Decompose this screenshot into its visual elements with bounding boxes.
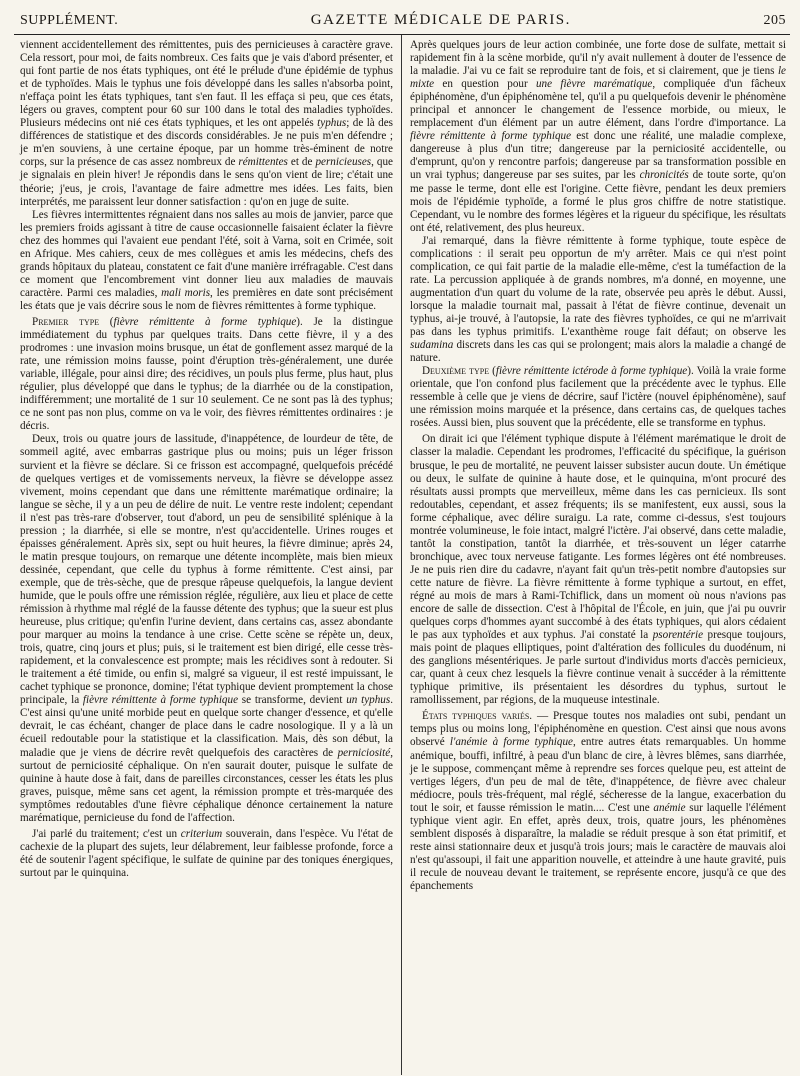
- section-heading: États typhiques variés.: [422, 710, 533, 723]
- body-text: et de: [287, 156, 316, 169]
- body-text: ). Je la distingue immédiatement du typhus par quelques traits. Dans cette fièvre, il y a des prodromes : une invasion moins brusque, un état de gonflement assez marqué de la rate, une rémission moins fausse, point d'éruption très-généralement, une durée variable, illégale, pour ainsi dire; des récidives, un pouls plus ferme, plus haut, plus régulier, plus développé que dans le typhus; de la diarrhée ou de la constipation, indifféremment; une mortalité de 1 sur 10 seulement. Ce ne sont pas là des typhus; ce ne sont pas non plus, comme on va le voir, des fièvres rémittentes ordinaires : je décris.: [20, 315, 393, 433]
- section-heading: Premier type: [32, 315, 100, 328]
- italic-text: anémie: [653, 801, 686, 814]
- body-text: , les premières en date sont précisément les états que je vais décrire sous le nom de fièvres rémittentes à forme typhique.: [20, 286, 393, 312]
- italic-text: l'anémie à forme typhique: [449, 736, 573, 749]
- italic-text: une fièvre marématique: [535, 78, 653, 91]
- supplement-label: SUPPLÉMENT.: [20, 13, 119, 28]
- body-text: se transforme, devient: [238, 694, 347, 707]
- italic-text: perniciosité: [337, 746, 391, 759]
- body-text: , compliquée d'un fâcheux épiphénomène, d'un épiphénomène tel, qu'il a pu quelquefois devenir le phénomène principal et annoncer le changement de l'essence morbide, ou mieux, le remplacement d'un élément par un autre élément, dans l'ordre d'importance. La: [410, 78, 786, 130]
- body-text: , que je signalais en plein hiver! Je répondis dans le sens qu'on vient de lire; c'était une théorie; j'eus, je crois, l'avantage de faire admettre mes idées. Les faits, bien interprétés, me paraissent leur donner satisfaction : qu'on en juge de suite.: [20, 156, 393, 208]
- paragraph: [410, 710, 786, 893]
- body-text: , entre autres états remarquables. Un homme anémique, bouffi, infiltré, à peau d'un blanc de cire, à lèvres blêmes, sans diarrhée, je le suppose, commençant même à reprendre ses forces quelque peu, est atteint de vertiges légers, d'un peu de mal de tête, d'inappétence, de fièvre avec chaleur médiocre, pouls très-fréquent, mal réglé, sécheresse de la langue, exacerbation du tout le soir, et fausse rémission le matin.... C'est une: [410, 736, 786, 814]
- body-text: ; de là des différences de statistique et des discords considérables. Je ne puis m'en défendre ; je m'en souviens, à une certaine époque, par un homme très-éminent de notre corps, sur la présence de cas assez nombreux de: [20, 117, 393, 169]
- section-heading: Deuxième type: [422, 365, 490, 378]
- body-text: souverain, dans l'espèce. Vu l'état de cachexie de la plupart des sujets, leur délabrement, leur faiblesse profonde, force a été de soutenir l'agent spécifique, le sulfate de quinine par des toniques énergiques, surtout par le quinquina.: [20, 827, 393, 879]
- paragraph: [20, 433, 393, 824]
- body-text: J'ai remarqué, dans la fièvre rémittente à forme typhique, toute espèce de complications : il serait peu opportun de m'y arrêter. Mais ce qui n'est point complication, ce qui fait partie de la maladie elle-même, c'est la tuméfaction de la rate. La percussion appliquée à de grands nombres, m'a donné, en moyenne, une augmentation d'un quart du volume de la rate, observée peu après le début. Aussi, lorsque la maladie tournait mal, passait à l'état de fièvre continue, devenait un typhus, ai-je trouvé, à l'autopsie, la rate des fièvres typhoïdes, ce qui ne m'arrivait pas dans les typhus primitifs. L'exanthème rouge fait défaut; on observe les: [410, 234, 786, 339]
- paragraph: [410, 433, 786, 707]
- italic-text: mali moris: [161, 286, 211, 299]
- body-text: (: [99, 315, 114, 328]
- paragraph: [20, 828, 393, 880]
- paragraph: [410, 39, 786, 235]
- body-text: viennent accidentellement des rémittentes, puis des pernicieuses à caractère grave. Cela ressort, pour moi, de faits nombreux. Ces faits que je vais d'abord présenter, et qui font partie de nos états typhiques, ont été le prélude d'une épidémie de typhus et de typhoïdes. Mais le typhus une fois développé dans les salles n'absorba point, n'effaça point les états typhiques, tant s'en faut. Il les effaça si peu, que ces états, légers ou graves, comptent pour 60 sur 100 dans le total des maladies typhoïdes. Plusieurs médecins ont nié ces états typhiques, et les ont appelés: [20, 39, 393, 130]
- italic-text: fièvre rémittente à forme typhique: [82, 694, 239, 707]
- article-columns: [14, 35, 790, 1075]
- body-text: Les fièvres intermittentes régnaient dans nos salles au mois de janvier, parce que les premiers froids agissant à titre de cause occasionnelle faisaient éclater la fièvre chez des hommes qui l'avaient eue pendant l'été, soit à Varna, soit en Crimée, soit en Afrique. Mes cahiers, ceux de mes collègues et amis les médecins, chefs des grands hôpitaux du plateau, constatent ce fait d'une manière irréfragable. C'est dans ce moment que l'encombrement vint donner lieu aux maladies de mauvais caractère. Parmi ces maladies,: [20, 208, 393, 299]
- italic-text: fièvre rémittente ictérode à forme typhique: [495, 365, 688, 378]
- body-text: ). Voilà la vraie forme orientale, que l'on confond plus facilement que la précédente avec le typhus. Elle ressemble à celle que je viens de décrire, sauf l'ictère (nouvel épiphénomène), sauf une rémission moins marquée et la présence, dans certains cas, de quelques taches rosées. Aussi bien, plus souvent que la précédente, elle se transforme en typhus.: [410, 365, 786, 430]
- body-text: discrets dans les cas qui se prolongent; mais alors la maladie a changé de nature.: [410, 339, 786, 365]
- body-text: On dirait ici que l'élément typhique dispute à l'élément marématique le droit de classer la maladie. Cependant les prodromes, l'efficacité du spécifique, la guérison brusque, le peu de mortalité, ne peuvent laisser subsister aucun doute. Un émétique ou deux, le sulfate de quinine à haute dose, et le quinquina, m'ont procuré des résultats aussi prompts que merveilleux, même dans les cas pernicieux. Ils sont redoutables, cependant, et assez fréquents; ils se manifestent, eux aussi, sous la forme céphalique, avec délire suraigu. La rate, comme ci-dessus, s'est toujours montrée volumineuse, le foie intact, malgré l'ictère. J'ai observé, dans cette maladie, tantôt la constipation, tantôt la diarrhée, et très-souvent un léger catarrhe bronchique, avec toux nerveuse fatigante. Les formes légères ont été nombreuses. Je ne puis rien dire du cadavre, n'ayant fait qu'un très-petit nombre d'autopsies sur cette nature de fièvre. La fièvre rémittente à forme typhique a surtout, en effet, régné au mois de mars à Rami-Tchiflick, dans un moment où nous n'avions pas encore de salle de dissection. C'est à l'hôpital de l'École, en juin, que j'ai pu ouvrir quelques corps d'hommes ayant succombé à des états typhiques, qui alors cédaient le pas aux typhoïdes et aux typhus. J'ai constaté la: [410, 433, 786, 642]
- body-text: sur laquelle l'élément typhique vient agir. En effet, après deux, trois, quatre jours, les phénomènes semblent disposés à disparaître, la maladie se réduit presque à son état primitif, et reste ainsi stationnaire deux et jusqu'à trois jours; mais le caractère de mauvais aloi n'est qu'assoupi, il fait une apparition nouvelle, et atteindre à une haute gravité, puis il recule de nouveau devant le traitement, se représente encore, jusqu'à ce que des épanchements: [410, 801, 786, 892]
- italic-text: un typhus: [346, 694, 391, 707]
- body-text: est donc une réalité, une maladie complexe, dangereuse à plus d'un titre; dangereuse par la perniciosité accidentelle, ou d'emprunt, qu'on y rencontre parfois; dangereuse par sa transformation possible en un vrai typhus; dangereuse par ses suites, par les: [410, 130, 786, 182]
- italic-text: typhus: [317, 117, 347, 130]
- italic-text: pernicieuses: [315, 156, 372, 169]
- body-text: en question pour: [434, 78, 536, 91]
- body-text: de toute sorte, qu'on me passe le terme, dont elle est l'origine. Cette fièvre, pendant les deux premiers mois de l'épidémie typhoïde, a formé le plus gros chiffre de notre statistique. Cependant, vu le nombre des formes légères et la rigueur du spécifique, les résultats ont été, relativement, des plus heureux.: [410, 169, 786, 234]
- body-text: Deux, trois ou quatre jours de lassitude, d'inappétence, de lourdeur de tête, de sommeil agité, avec embarras gastrique plus ou moins; puis un léger frisson survient et la fièvre se déclare. Si ce frisson est accompagné, quelquefois précédé de quelques vertiges et de vomissements nerveux, la fièvre se développe assez vivement, moins cependant que dans une rémittente marématique ordinaire; la langue se sèche, il y a un peu de délire de nuit. Le ventre reste indolent; cependant il n'est pas très-rare d'observer, tout d'abord, un peu de sensibilité splénique à la pression ; la diarrhée, si elle se montre, n'est qu'accidentelle. Urines rouges et épaisses généralement. Après six, sept ou huit heures, la fièvre diminue; après 24, le matin presque toujours, on remarque une détente incomplète, mais bien mieux dessinée, cependant, que celle du typhus à forme rémittente. C'est ainsi, par exemple, que de très-sèche, que de presque râpeuse quelquefois, la langue devient humide, que le pouls offre une rémission réglée, régulière, aux lieu et place de cette rémission à rhythme mal réglé de la fausse détente des typhus; que la sueur est plus heureuse, plus critique; qu'enfin l'urine devient, dans certains cas, assez abondante pour marquer au moins la tendance à une crise. Cette scène se répète un, deux, trois, quatre, cinq jours et plus; puis, si le traitement est bien dirigé, elle cesse très-rapidement, et la convalescence est prompte; mais les récidives sont à redouter. Si le traitement a été timide, ou enfin si, malgré sa vigueur, il est resté impuissant, le cachet typhique se prononce, domine; l'état typhique devient promptement la chose principale, la: [20, 433, 393, 707]
- italic-text: psorentérie: [652, 629, 704, 642]
- body-text: Après quelques jours de leur action combinée, une forte dose de sulfate, mettait si rapidement fin à la scène morbide, qu'il n'y avait nullement à douter de l'essence de la maladie. J'ai vu ce fait se reproduire tant de fois, et si clairement, que je tiens: [410, 39, 786, 78]
- paragraph: [20, 316, 393, 433]
- italic-text: fièvre rémittente à forme typhique: [410, 130, 572, 143]
- body-text: , surtout de perniciosité céphalique. On n'en saurait douter, puisque le sulfate de quinine à haute dose à fait, dans de pareilles circonstances, cesser les états les plus graves, puisque, même sans cet agent, la rémission prompte et très-marquée des symptômes redoutables d'une fièvre céphalique dénonce certainement la nature marématique, pernicieuse du fond de l'affection.: [20, 746, 393, 824]
- paragraph: [20, 39, 393, 209]
- italic-text: criterium: [180, 827, 223, 840]
- italic-text: chronicités: [639, 169, 689, 182]
- italic-text: rémittentes: [238, 156, 288, 169]
- body-text: J'ai parlé du traitement; c'est un: [32, 827, 181, 840]
- body-text: . C'est ainsi qu'une unité morbide peut en quelque sorte changer d'essence, et qu'elle devrait, le cas échéant, changer de place dans le cadre nosologique. Il y a là un écueil redoutable pour la statistique et la classification. Mais, dès son début, la maladie que je viens de décrire revêt quelquefois des caractères de: [20, 694, 393, 759]
- paragraph: [410, 235, 786, 365]
- body-text: — Presque toutes nos maladies ont subi, pendant un temps plus ou moins long, l'épiphénomène en question. C'est ainsi que nous avons observé: [410, 710, 786, 749]
- right-column: [402, 35, 790, 1075]
- paragraph: [20, 209, 393, 313]
- page-header: [14, 12, 790, 31]
- page-number: 205: [763, 13, 786, 28]
- journal-title: GAZETTE MÉDICALE DE PARIS.: [310, 12, 571, 28]
- italic-text: fièvre rémittente à forme typhique: [113, 315, 297, 328]
- italic-text: sudamina: [410, 339, 454, 352]
- paragraph: [410, 365, 786, 430]
- body-text: presque toujours, mais point de plaques elliptiques, point d'altération des follicules du duodénum, ni des ganglions mésentériques. Je parle surtout d'individus morts d'accès pernicieux, car, quant à ceux chez lesquels la fièvre continue venait à succéder à la rémittente typhique primitive, ils présentaient les désordres du typhus, surtout le ramollissement, par régions, de la muqueuse intestinale.: [410, 629, 786, 707]
- left-column: [14, 35, 402, 1075]
- body-text: (: [489, 365, 496, 378]
- italic-text: le mixte: [410, 65, 786, 91]
